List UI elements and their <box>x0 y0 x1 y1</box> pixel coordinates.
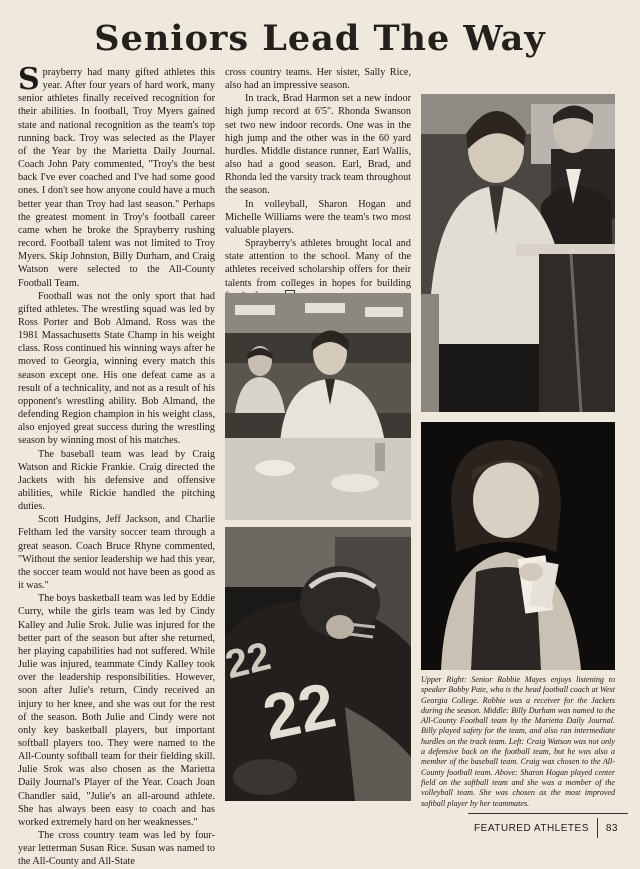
photo-sharon-hogan <box>421 422 615 670</box>
article-column-2 <box>225 66 411 290</box>
photo-robbie-mayes <box>421 94 615 412</box>
article-paragraph: Football was not the only sport that had gifted athletes. The wrestling squad was led by Ross Porter and Bob Almand. Ross was the 1981 Massachusetts State Champ in his weight class. Ross continued his winning ways after he moved to Georgia, winning every match this season except one. His one defeat came as a result of a technicality, and not as a result of his opponent's wrestling ability. Bob Almand, the defending Region champion in his weight class, also enjoyed great success during the wrestling season by winning most of his matches. <box>18 290 215 447</box>
page-title: Seniors Lead The Way <box>94 18 546 59</box>
article-paragraph: The cross country team was led by four-year letterman Susan Rice. Susan was named to the All-County and All-State <box>18 830 215 868</box>
article-column-1 <box>18 62 215 868</box>
footer-divider <box>597 818 598 838</box>
article-paragraph: In track, Brad Harmon set a new indoor high jump record at 6'5". Rhonda Swanson set two new indoor records. One was in the high jump and the other was in the 60 yard hurdles. Middle distance runner, Earl Wallis, also had a good season. Earl, Brad, and Rhonda led the varsity track team throughout the season. <box>225 93 411 197</box>
photo-craig-watson <box>221 527 411 801</box>
article-paragraph: cross country teams. Her sister, Sally Rice, also had an impressive season. <box>225 67 411 92</box>
article-paragraph: Sprayberry had many gifted athletes this year. After four years of hard work, many senior athletes finally received recognition for their abilities. In football, Troy Myers gained state and national recognition as the team's top running back. Troy was selected as the Player of the Year by the Marietta Daily Journal. Coach John Paty commented, "Troy's the best back I've ever coached and I've had some good ones. I don't see how anyone could have a much better year than Troy had last season." Perhaps the greatest moment in Troy's football career came when he broke the Sprayberry rushing record. Football talent was not limited to Troy Myers. Skip Johnston, Billy Durham, and Craig Watson were selected to the All-County Football Team. <box>18 62 215 289</box>
article-paragraph: The boys basketball team was led by Eddie Curry, while the girls team was led by Cindy Kalley and Julie Srok. Julie was injured for the better part of the season but after she returned, her playing capabilities had not suffered. While Julie was injured, teammate Cindy Kalley took over the leadership responsibilities. However, soon after Julie's return, Cindy received an injury to her knee, and she was out for the rest of the season. Both Julie and Cindy were not only key basketball players, but important softball players too. They were named to the All-County softball team for their fielding skill. Julie Srok was also chosen as the Marietta Daily Journal's Player of the Year. Coach Joan Chandler said, "Julie's an all-around athlete. She has always been easy to coach and has worked extremely hard on her weaknesses." <box>18 593 215 828</box>
photo-caption: Upper Right: Senior Robbie Mayes enjoys listening to speaker Bobby Pate, who is the head football coach at West Georgia College. Robbie was a receiver for the Jackets during the season. Middle: Billy Durham was named to the All-County Football team by the Marietta Daily Journal. Billy played safety for the team, and also ran intermediate hurdles on the track team. Left: Craig Watson was not only a defensive back on the football team, but he was also a member of the baseball team. Craig was chosen to the All-County football team. Above: Sharon Hogan played center field on the softball team and she was a member of the volleyball team. She was chosen as the most improved softball player by her teammates. <box>421 675 615 808</box>
svg-text:22: 22 <box>256 668 342 754</box>
article-paragraph: In volleyball, Sharon Hogan and Michelle Williams were the team's two most valuable players. <box>225 198 411 236</box>
photo-billy-durham <box>225 293 411 520</box>
footer-section-label: FEATURED ATHLETES <box>474 822 589 834</box>
article-paragraph: Sprayberry's athletes brought local and state attention to the school. Many of the athletes received scholarship offers for their talents from colleges in hopes for building <box>225 237 411 303</box>
article-paragraph: Scott Hudgins, Jeff Jackson, and Charlie Feltham led the varsity soccer team through a great season. Coach Bruce Rhyne commented, "Without the senior leadership we had this year, the soccer team would not have been as good as it was." <box>18 514 215 592</box>
page-number: 83 <box>605 822 618 834</box>
drop-cap: S <box>18 62 40 97</box>
svg-text:22: 22 <box>221 634 275 688</box>
footer-rule <box>468 813 628 814</box>
page-footer <box>474 818 618 838</box>
article-paragraph: The baseball team was lead by Craig Watson and Rickie Frankie. Craig directed the Jackets with his defensive and offensive abilities, while Rickie handled the pitching duties. <box>18 448 215 513</box>
